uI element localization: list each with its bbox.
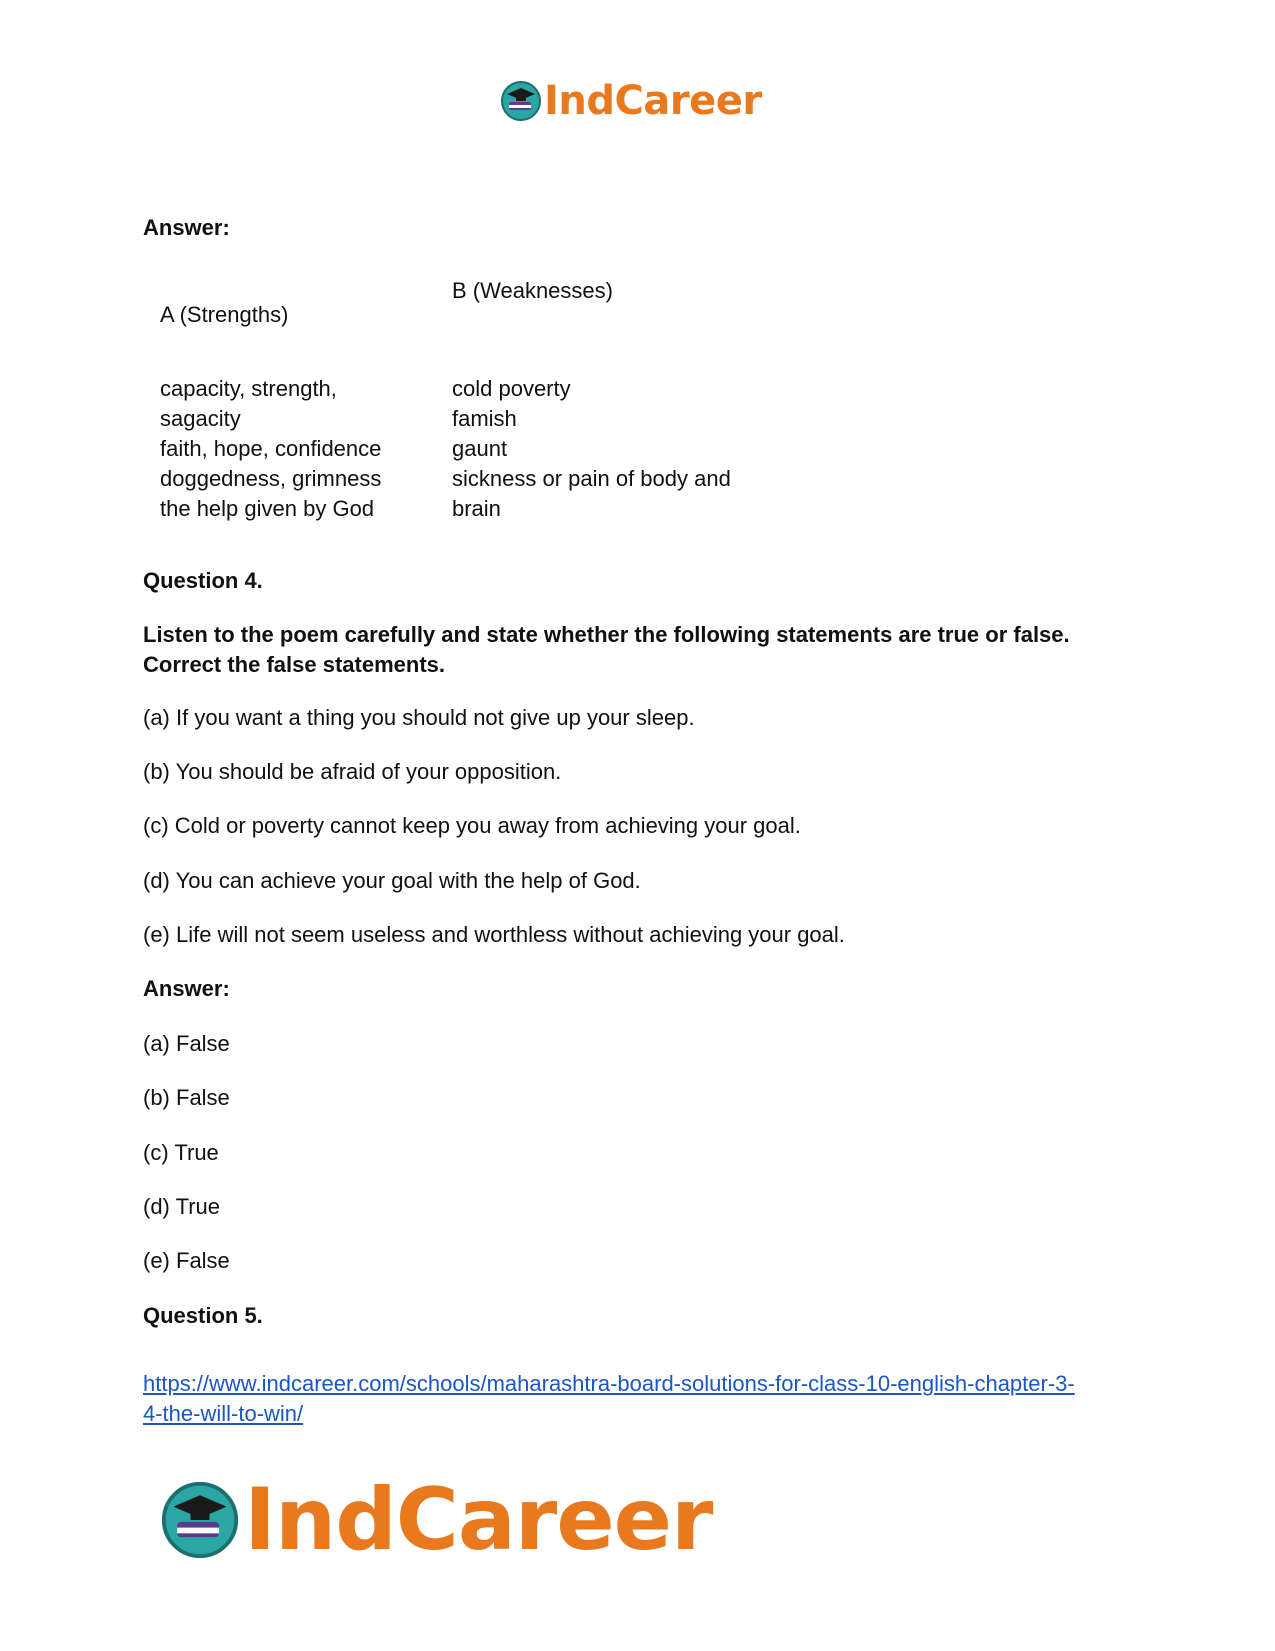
answer-item: (e) False [143,1248,230,1273]
footer-logo [160,1470,712,1570]
statement: (c) Cold or poverty cannot keep you away from achieving your goal. [143,813,801,838]
strength-item: capacity, strength, [160,376,337,401]
question-5-title: Question 5. [143,1303,263,1328]
weakness-item: famish [452,406,517,431]
col-a-header: A (Strengths) [160,302,289,327]
weakness-item: cold poverty [452,376,571,401]
answer-item: (c) True [143,1140,219,1165]
question-4-title: Question 4. [143,568,263,593]
graduation-book-icon [160,1480,240,1560]
statement: (d) You can achieve your goal with the help of God. [143,868,641,893]
strength-item: faith, hope, confidence [160,436,382,461]
answer-item: (a) False [143,1031,230,1056]
strength-item: sagacity [160,406,241,431]
statement: (e) Life will not seem useless and worthless without achieving your goal. [143,922,845,947]
statement: (a) If you want a thing you should not give up your sleep. [143,705,695,730]
statement: (b) You should be afraid of your opposition. [143,759,562,784]
header-logo [500,78,762,124]
source-link[interactable]: 4-the-will-to-win/ [143,1401,304,1426]
weakness-item: brain [452,496,501,521]
answer-label: Answer: [143,215,230,240]
answer-item: (b) False [143,1085,230,1110]
logo-text: IndCareer [544,78,762,124]
answer-item: (d) True [143,1194,221,1219]
question-4-prompt: Correct the false statements. [143,652,445,677]
col-b-header: B (Weaknesses) [452,278,613,303]
strength-item: the help given by God [160,496,375,521]
question-4-prompt: Listen to the poem carefully and state whether the following statements are true or false. [143,622,1070,647]
source-link[interactable]: https://www.indcareer.com/schools/maharashtra-board-solutions-for-class-10-english-chapter-3- [143,1371,1075,1396]
logo-text: IndCareer [244,1470,713,1570]
weakness-item: sickness or pain of body and [452,466,731,491]
weakness-item: gaunt [452,436,508,461]
graduation-book-icon [500,80,542,122]
answer-label: Answer: [143,976,230,1001]
strength-item: doggedness, grimness [160,466,382,491]
